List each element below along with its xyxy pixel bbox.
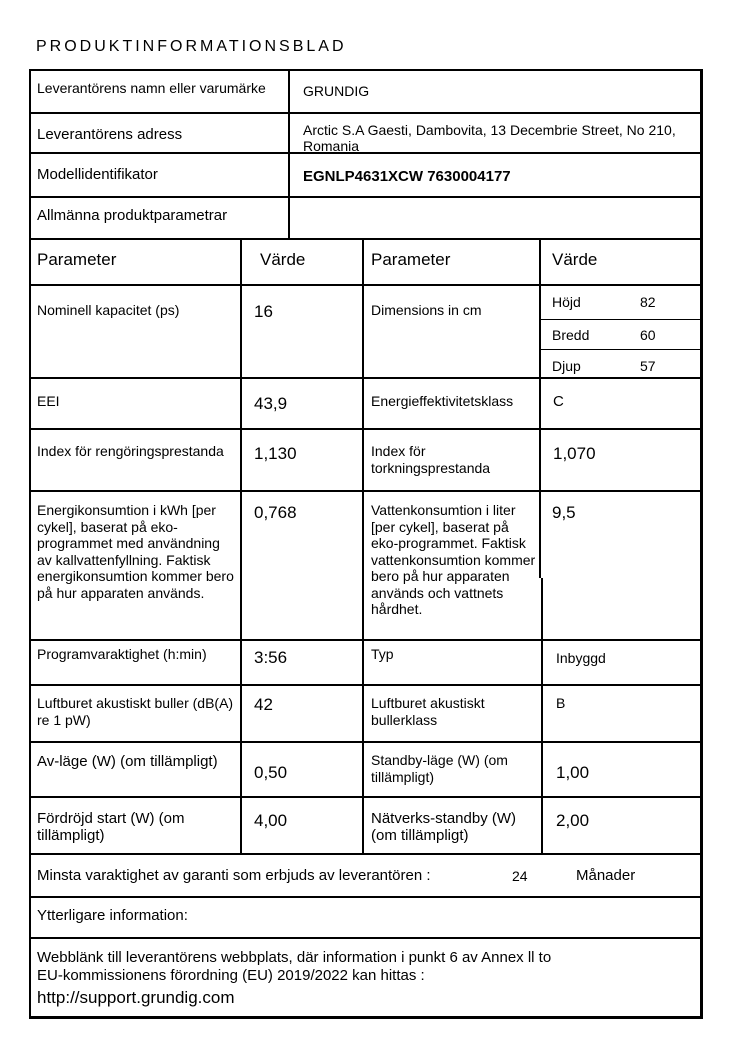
header-parameter-1: Parameter (37, 250, 117, 269)
noise-value: 42 (254, 695, 273, 714)
height-label: Höjd (552, 294, 581, 310)
supplier-name-value: GRUNDIG (303, 83, 370, 99)
header-value-1: Värde (260, 250, 306, 269)
depth-value: 57 (640, 358, 656, 374)
divider (29, 112, 701, 114)
support-url-link[interactable]: http://support.grundig.com (37, 988, 235, 1007)
height-value: 82 (640, 294, 656, 310)
supplier-address-line1: Arctic S.A Gaesti, Dambovita, 13 Decembrie Street, No 210, (303, 122, 676, 138)
divider (29, 937, 701, 939)
divider (29, 152, 701, 154)
divider (29, 796, 701, 798)
noise-label: Luftburet akustiskt buller (dB(A) re 1 pW) (37, 695, 234, 728)
model-label: Modellidentifikator (37, 166, 158, 183)
water-consumption-value: 9,5 (552, 503, 576, 522)
energy-class-label: Energieffektivitetsklass (371, 393, 514, 409)
eei-label: EEI (37, 393, 60, 409)
warranty-value: 24 (512, 868, 528, 884)
divider (539, 238, 541, 578)
off-mode-label: Av-läge (W) (om tillämpligt) (37, 753, 218, 770)
divider (29, 853, 701, 855)
noise-class-label: Luftburet akustiskt bullerklass (371, 695, 485, 728)
standby-label: Standby-läge (W) (om tillämpligt) (371, 752, 508, 785)
drying-index-label: Index för torkningsprestanda (371, 443, 491, 476)
delay-start-value: 4,00 (254, 811, 288, 830)
program-duration-value: 3:56 (254, 648, 288, 667)
width-value: 60 (640, 327, 656, 343)
divider (29, 428, 701, 430)
eei-value: 43,9 (254, 394, 288, 413)
standby-value: 1,00 (556, 763, 590, 782)
delay-start-label: Fördröjd start (W) (om tillämpligt) (37, 810, 185, 844)
divider (362, 238, 364, 853)
network-standby-label: Nätverks-standby (W) (om tillämpligt) (371, 810, 517, 844)
type-label: Typ (371, 646, 394, 662)
depth-label: Djup (552, 358, 581, 374)
divider (29, 196, 701, 198)
divider (29, 238, 701, 240)
divider (540, 349, 701, 350)
general-params-label: Allmänna produktparametrar (37, 207, 228, 224)
capacity-value: 16 (254, 302, 273, 321)
warranty-unit: Månader (576, 867, 636, 884)
divider (29, 377, 701, 379)
header-value-2: Värde (552, 250, 598, 269)
supplier-address-label: Leverantörens adress (37, 126, 183, 143)
water-consumption-label: Vattenkonsumtion i liter [per cykel], baserat på eko-programmet. Faktisk vattenkonsumtion kommer bero på hur apparaten används och vattnets hårdhet. (371, 502, 536, 617)
divider (541, 578, 543, 853)
energy-consumption-value: 0,768 (254, 503, 297, 522)
noise-class-value: B (556, 695, 566, 711)
divider (540, 319, 701, 320)
additional-info-label: Ytterligare information: (37, 907, 188, 924)
warranty-label: Minsta varaktighet av garanti som erbjuds av leverantören : (37, 867, 431, 884)
divider (288, 69, 290, 238)
page-title: PRODUKTINFORMATIONSBLAD (36, 38, 347, 55)
weblink-text-line2: EU-kommissionens förordning (EU) 2019/2022 kan hittas : (37, 967, 425, 984)
width-label: Bredd (552, 327, 590, 343)
program-duration-label: Programvaraktighet (h:min) (37, 646, 207, 662)
energy-class-value: C (553, 393, 564, 410)
cleaning-index-value: 1,130 (254, 444, 297, 463)
cleaning-index-label: Index för rengöringsprestanda (37, 443, 224, 459)
capacity-label: Nominell kapacitet (ps) (37, 302, 180, 318)
divider (29, 284, 701, 286)
energy-consumption-label: Energikonsumtion i kWh [per cykel], baserat på eko-programmet med användning av kallvattenfyllning. Faktisk energikonsumtion kommer bero på hur apparaten används. (37, 502, 234, 601)
divider (29, 639, 701, 641)
drying-index-value: 1,070 (553, 444, 596, 463)
divider (29, 896, 701, 898)
divider (29, 741, 701, 743)
model-value: EGNLP4631XCW 7630004177 (303, 168, 511, 185)
header-parameter-2: Parameter (371, 250, 451, 269)
off-mode-value: 0,50 (254, 763, 288, 782)
divider (29, 490, 701, 492)
supplier-name-label: Leverantörens namn eller varumärke (37, 80, 266, 96)
weblink-text-line1: Webblänk till leverantörens webbplats, där information i punkt 6 av Annex ll to (37, 949, 552, 966)
divider (240, 238, 242, 853)
dimensions-label: Dimensions in cm (371, 302, 482, 318)
divider (29, 684, 701, 686)
supplier-address-line2: Romania (303, 138, 360, 154)
network-standby-value: 2,00 (556, 811, 590, 830)
type-value: Inbyggd (556, 650, 606, 666)
